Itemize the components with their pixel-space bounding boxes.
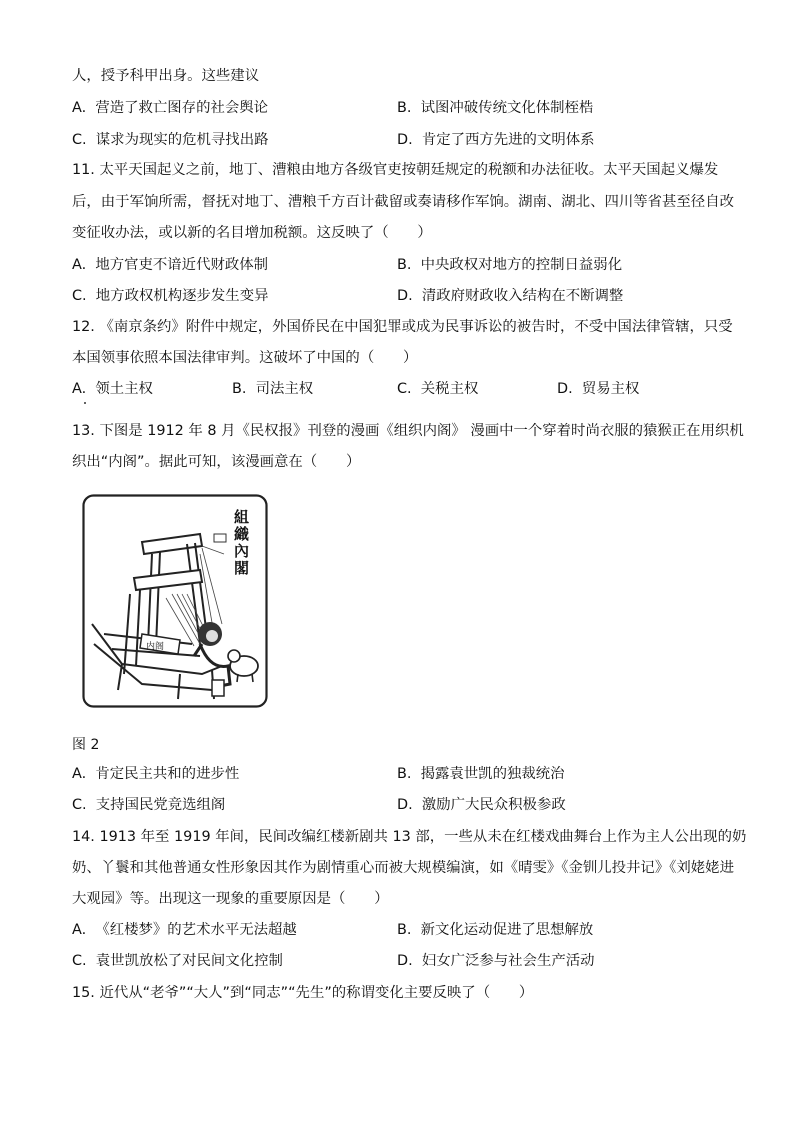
- q15-stem-line-1: 15. 近代从“老爷”“大人”到“同志”“先生”的称谓变化主要反映了（ ）: [72, 985, 534, 1001]
- svg-text:閣: 閣: [234, 559, 250, 577]
- cartoon-figure: [82, 494, 268, 708]
- q14-stem-line-2: 奶、丫鬟和其他普通女性形象因其作为剧情重心而被大规模编演，如《晴雯》《金钏儿投井记》《刘姥姥进: [72, 860, 734, 876]
- q14-stem-line-1: 14. 1913 年至 1919 年间，民间改编红楼新剧共 13 部，一些从未在红楼戏曲舞台上作为主人公出现的奶: [72, 829, 747, 845]
- q13-stem-line-2: 织出“内阁”。据此可知，该漫画意在（ ）: [72, 454, 361, 470]
- svg-text:組: 組: [234, 508, 250, 526]
- q11-option-c[interactable]: C. 地方政权机构逐步发生变异: [72, 288, 269, 304]
- svg-text:內: 內: [234, 542, 250, 560]
- q10-option-a[interactable]: A. 营造了救亡图存的社会舆论: [72, 100, 269, 116]
- q14-stem-line-3: 大观园》等。出现这一现象的重要原因是（ ）: [72, 891, 389, 907]
- q11-stem-line-3: 变征收办法，或以新的名目增加税额。这反映了（ ）: [72, 225, 432, 241]
- q12-stem-line-2: 本国领事依照本国法律审判。这破坏了中国的（ ）: [72, 350, 418, 366]
- svg-text:織: 織: [234, 525, 250, 543]
- q10-option-d[interactable]: D. 肯定了西方先进的文明体系: [397, 132, 595, 148]
- q11-option-a[interactable]: A. 地方官吏不谙近代财政体制: [72, 257, 269, 273]
- q13-option-d[interactable]: D. 激励广大民众积极参政: [397, 797, 566, 813]
- stray-dot: [84, 402, 86, 404]
- q13-option-c[interactable]: C. 支持国民党竞选组阁: [72, 797, 226, 813]
- q13-option-a[interactable]: A. 肯定民主共和的进步性: [72, 766, 240, 782]
- q11-stem-line-1: 11. 太平天国起义之前，地丁、漕粮由地方各级官吏按朝廷规定的税额和办法征收。太平天国起义爆发: [72, 162, 719, 178]
- q10-option-c[interactable]: C. 谋求为现实的危机寻找出路: [72, 132, 269, 148]
- q11-option-d[interactable]: D. 清政府财政收入结构在不断调整: [397, 288, 624, 304]
- q10-stem-tail: 人，授予科甲出身。这些建议: [72, 68, 260, 84]
- q12-option-b[interactable]: B. 司法主权: [232, 381, 314, 397]
- cartoon-title: [233, 508, 249, 577]
- q12-option-d[interactable]: D. 贸易主权: [557, 381, 640, 397]
- q12-option-a[interactable]: A. 领土主权: [72, 381, 153, 397]
- q12-stem-line-1: 12. 《南京条约》附件中规定，外国侨民在中国犯罪或成为民事诉讼的被告时，不受中国法律管辖，只受: [72, 319, 733, 335]
- q14-option-d[interactable]: D. 妇女广泛参与社会生产活动: [397, 953, 595, 969]
- q14-option-a[interactable]: A. 《红楼梦》的艺术水平无法超越: [72, 922, 297, 938]
- q13-option-b[interactable]: B. 揭露袁世凯的独裁统治: [397, 766, 565, 782]
- loom-cloth-text: 内阁: [146, 642, 165, 652]
- figure-caption: 图 2: [72, 737, 100, 753]
- q12-option-c[interactable]: C. 关税主权: [397, 381, 479, 397]
- q11-option-b[interactable]: B. 中央政权对地方的控制日益弱化: [397, 257, 623, 273]
- q10-option-b[interactable]: B. 试图冲破传统文化体制桎梏: [397, 100, 594, 116]
- q14-option-c[interactable]: C. 袁世凯放松了对民间文化控制: [72, 953, 283, 969]
- q11-stem-line-2: 后，由于军饷所需，督抚对地丁、漕粮千方百计截留或奏请移作军饷。湖南、湖北、四川等省甚至径自改: [72, 194, 734, 210]
- q14-option-b[interactable]: B. 新文化运动促进了思想解放: [397, 922, 594, 938]
- q13-stem-line-1: 13. 下图是 1912 年 8 月《民权报》刊登的漫画《组织内阁》 漫画中一个穿着时尚衣服的猿猴正在用织机: [72, 423, 744, 439]
